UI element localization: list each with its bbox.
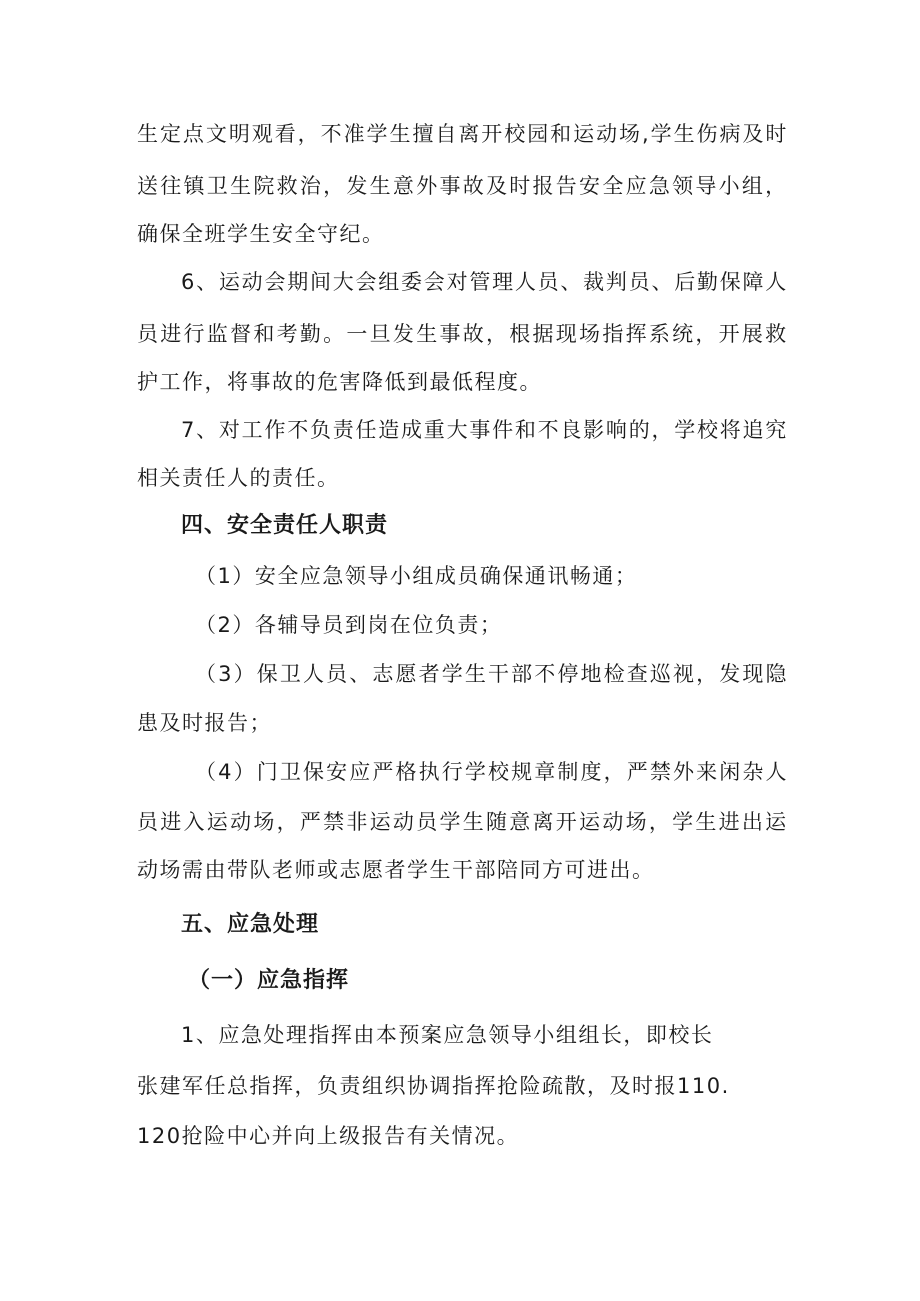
list-item: （1）安全应急领导小组成员确保通讯畅通； [195, 564, 638, 588]
paragraph-line: 护工作，将事故的危害降低到最低程度。 [137, 370, 542, 394]
list-item-continued: 患及时报告； [137, 711, 272, 735]
section-heading-5: 五、应急处理 [181, 912, 320, 937]
paragraph-line: 1、应急处理指挥由本预案应急领导小组组长，即校长 [181, 1023, 714, 1047]
paragraph-line: 7 、 对 工 作 不 负 责 任 造 成 重 大 事 件 和 不 良 影 响 的 ， 学 校 将 追 究 [181, 418, 788, 442]
list-item-continued: 员 进 入 运 动 场 ， 严 禁 非 运 动 员 学 生 随 意 离 开 运 动 场 ， 学 生 进 出 运 [137, 810, 788, 834]
paragraph-line: 确保全班学生安全守纪。 [137, 222, 385, 246]
paragraph-line: 相关责任人的责任。 [137, 466, 340, 490]
list-item: （ 3 ） 保 卫 人 员 、 志 愿 者 学 生 干 部 不 停 地 检 查 巡 视 ， 发 现 隐 [195, 662, 788, 686]
list-item: （2）各辅导员到岗在位负责； [195, 613, 503, 637]
paragraph-line: 6 、 运 动 会 期 间 大 会 组 委 会 对 管 理 人 员 、 裁 判 员 、 后 勤 保 障 人 [181, 270, 788, 294]
section-heading-4: 四、安全责任人职责 [181, 513, 389, 538]
list-item-continued: 动场需由带队老师或志愿者学生干部陪同方可进出。 [137, 858, 655, 882]
paragraph-line: 120抢险中心并向上级报告有关情况。 [137, 1124, 520, 1148]
paragraph-line: 员 进 行 监 督 和 考 勤 。 一 旦 发 生 事 故 ， 根 据 现 场 指 挥 系 统 ， 开 展 救 [137, 322, 788, 346]
subsection-heading: （一）应急指挥 [188, 968, 350, 993]
paragraph-line: 生 定 点 文 明 观 看 ， 不 准 学 生 擅 自 离 开 校 园 和 运 动 场 , 学 生 伤 病 及 时 [137, 122, 788, 146]
paragraph-line: 张建军任总指挥，负责组织协调指挥抢险疏散，及时报110. [137, 1074, 730, 1098]
list-item: （ 4 ） 门 卫 保 安 应 严 格 执 行 学 校 规 章 制 度 ， 严 禁 外 来 闲 杂 人 [195, 760, 788, 784]
paragraph-line: 送 往 镇 卫 生 院 救 治 ， 发 生 意 外 事 故 及 时 报 告 安 全 应 急 领 导 小 组 ， [137, 174, 788, 198]
